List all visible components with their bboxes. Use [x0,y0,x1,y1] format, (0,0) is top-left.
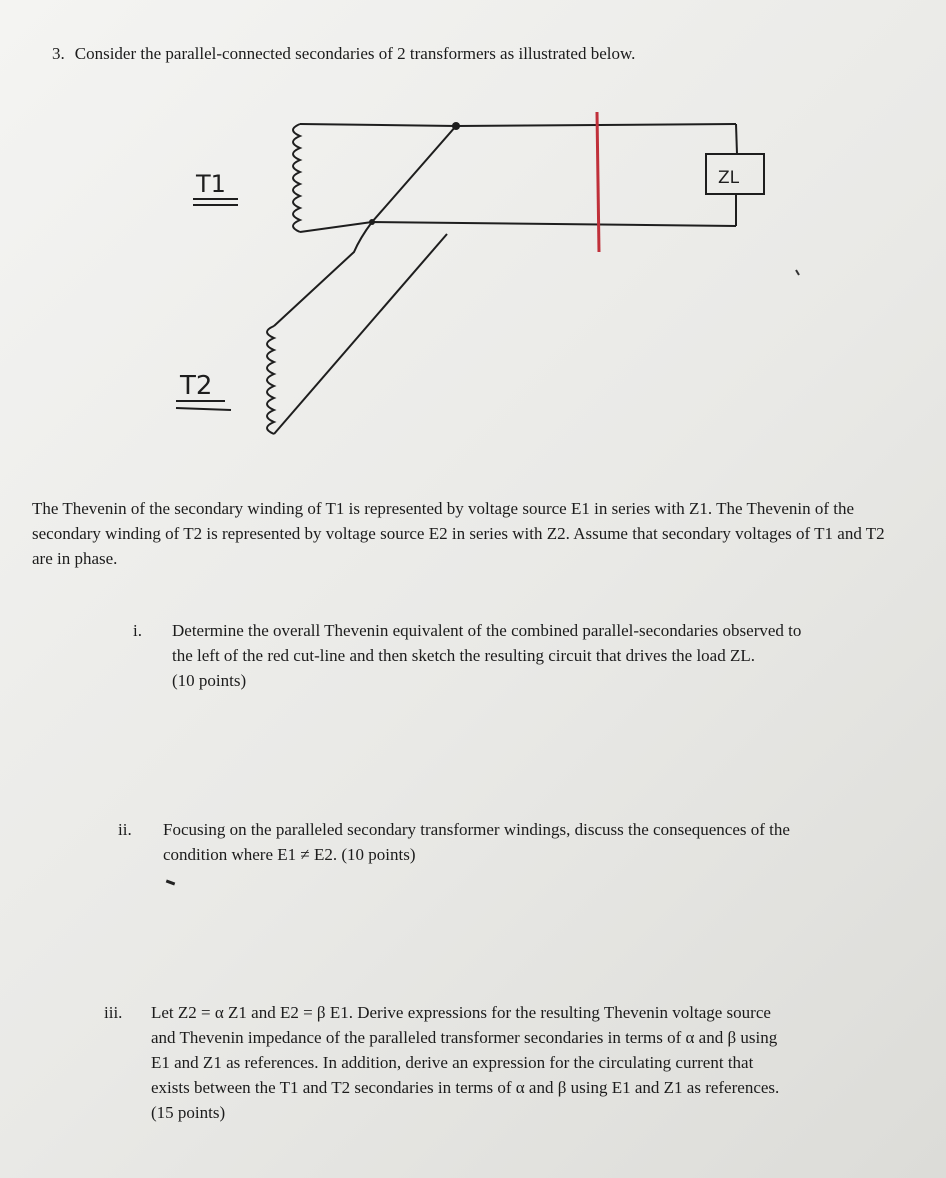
t1-label: T1 [196,170,226,198]
part-i-body [172,618,892,693]
t2-underline-bottom [176,408,231,410]
load-label: ZL [718,168,740,188]
top-wire [300,124,736,126]
t1-winding-coil [293,124,300,232]
t2-feed-wire-b [274,234,447,434]
pen-mark [166,880,175,886]
part-iii-line: and Thevenin impedance of the paralleled transformer secondaries in terms of α and β using [151,1028,778,1047]
part-ii-numeral: ii. [118,820,132,839]
part-iii-line: (15 points) [151,1103,226,1122]
right-wire-upper [736,124,737,154]
intro-paragraph: The Thevenin of the secondary winding of T1 is represented by voltage source E1 in series with Z1. The Thevenin of the secondary winding of T2 is represented by voltage source E2 in series with Z2. Assume that secondary voltages of T1 and T2 are in phase. [32,499,885,568]
t2-winding-coil [267,326,274,434]
part-i-line: (10 points) [172,671,247,690]
junction-dot-bottom [369,219,375,225]
part-iii-line: exists between the T1 and T2 secondaries in terms of α and β using E1 and Z1 as references. [151,1078,780,1097]
circuit-sketch [0,0,946,480]
part-ii-body [163,817,893,867]
part-i-line: Determine the overall Thevenin equivalent of the combined parallel-secondaries observed to [172,621,802,640]
stray-mark [796,270,799,275]
part-iii-body [151,1000,906,1125]
part-ii-line: condition where E1 ≠ E2. (10 points) [163,845,416,864]
part-i-numeral: i. [133,621,142,640]
part-i-line: the left of the red cut-line and then sketch the resulting circuit that drives the load ZL. [172,646,755,665]
junction-dot-top [452,122,460,130]
part-ii-line: Focusing on the paralleled secondary transformer windings, discuss the consequences of the [163,820,790,839]
part-iii-line: E1 and Z1 as references. In addition, derive an expression for the circulating current that [151,1053,754,1072]
t2-feed-wire-a [274,126,456,326]
red-cut-line [597,112,599,252]
part-iii-numeral: iii. [104,1003,123,1022]
question-title: Consider the parallel-connected secondaries of 2 transformers as illustrated below. [74,44,636,63]
part-iii-line: Let Z2 = α Z1 and E2 = β E1. Derive expressions for the resulting Thevenin voltage source [151,1003,771,1022]
t2-label: T2 [180,371,213,401]
question-number: 3. [52,44,65,63]
